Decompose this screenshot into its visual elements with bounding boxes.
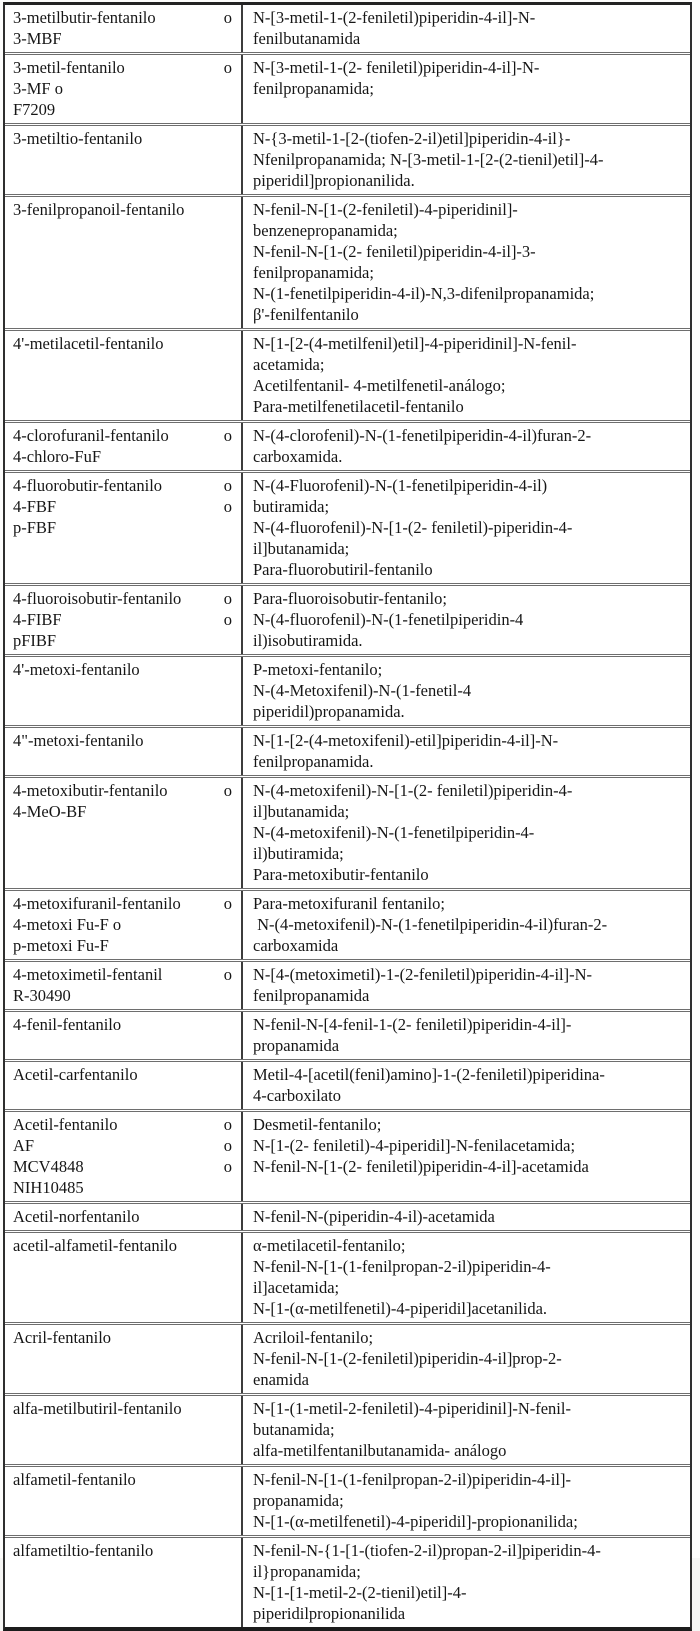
synonym-line: N-[1-[1-metil-2-(2-tienil)etil]-4- [253, 1583, 467, 1602]
synonyms-cell [243, 1396, 690, 1464]
analog-name-text: p-FBF [13, 518, 57, 537]
or-separator: o [223, 8, 232, 27]
analog-name-text: 3-MF o [13, 79, 63, 98]
analog-name-cell [5, 1112, 243, 1201]
or-separator: o [223, 476, 232, 495]
synonym-line: piperidil]propionanilida. [253, 171, 415, 190]
table-row [5, 959, 690, 1009]
analog-name-line [13, 609, 236, 630]
synonym-line: N-[1-(1-metil-2-feniletil)-4-piperidinil]-N-fenil- [253, 1399, 571, 1418]
synonym-line: N-fenil-N-[4-fenil-1-(2- feniletil)piperidin-4-il]- [253, 1015, 572, 1034]
synonym-line: Para-metoxifuranil fentanilo; [253, 894, 445, 913]
table-row [5, 654, 690, 725]
analog-name-text: 3-metilbutir-fentanilo [13, 8, 156, 27]
analog-name-cell [5, 1012, 243, 1059]
synonyms-cell [243, 197, 690, 328]
analog-name-line [13, 730, 236, 751]
analog-name-cell [5, 331, 243, 420]
analog-name-text: AF [13, 1136, 35, 1155]
synonyms-cell [243, 962, 690, 1009]
analog-name-line [13, 78, 236, 99]
synonym-line: il]acetamida; [253, 1278, 340, 1297]
synonym-line: N-fenil-N-(piperidin-4-il)-acetamida [253, 1207, 495, 1226]
synonyms-cell [243, 331, 690, 420]
analog-name-text: 3-metiltio-fentanilo [13, 129, 143, 148]
or-separator: o [223, 965, 232, 984]
synonyms-cell [243, 1233, 690, 1322]
table-row [5, 888, 690, 959]
analog-name-line [13, 1177, 236, 1198]
synonyms-cell [243, 423, 690, 470]
analog-name-line [13, 630, 236, 651]
synonym-line: il}propanamida; [253, 1562, 361, 1581]
synonym-line: N-[1-(2- feniletil)-4-piperidil]-N-fenilacetamida; [253, 1136, 576, 1155]
table-row [5, 1201, 690, 1230]
synonyms-cell [243, 5, 690, 52]
analog-name-text: alfa-metilbutiril-fentanilo [13, 1399, 182, 1418]
table-row [5, 194, 690, 328]
analog-name-cell [5, 1062, 243, 1109]
synonym-line: propanamida [253, 1036, 340, 1055]
synonyms-cell [243, 778, 690, 888]
synonym-line: N-(4-Metoxifenil)-N-(1-fenetil-4 [253, 681, 472, 700]
synonym-line: N-fenil-N-[1-(2- feniletil)piperidin-4-il]-3- [253, 242, 536, 261]
synonym-line: N-fenil-N-[1-(2-feniletil)-4-piperidinil]- [253, 200, 518, 219]
or-separator: o [223, 497, 232, 516]
analog-name-text: Acetil-carfentanilo [13, 1065, 138, 1084]
synonym-line: N-(4-metoxifenil)-N-(1-fenetilpiperidin-4- [253, 823, 535, 842]
synonym-line: propanamida; [253, 1491, 344, 1510]
analog-name-cell [5, 1233, 243, 1322]
analog-name-line [13, 1469, 236, 1490]
analog-name-text: MCV4848 [13, 1157, 84, 1176]
synonym-line: N-(4-metoxifenil)-N-[1-(2- feniletil)piperidin-4- [253, 781, 573, 800]
synonym-line: benzenepropanamida; [253, 221, 398, 240]
analog-name-text: 4-MeO-BF [13, 802, 87, 821]
table-row [5, 1059, 690, 1109]
synonym-line: Acriloil-fentanilo; [253, 1328, 374, 1347]
synonym-line: N-[3-metil-1-(2-feniletil)piperidin-4-il]-N- [253, 8, 536, 27]
synonym-line: Para-metilfenetilacetil-fentanilo [253, 397, 464, 416]
table-row [5, 1109, 690, 1201]
table-row [5, 1322, 690, 1393]
synonym-line: N-[3-metil-1-(2- feniletil)piperidin-4-il]-N- [253, 58, 540, 77]
analog-name-cell [5, 1204, 243, 1230]
table-row [5, 5, 690, 52]
analog-name-text: 3-MBF [13, 29, 62, 48]
analog-name-cell [5, 1396, 243, 1464]
synonym-line: Para-fluoroisobutir-fentanilo; [253, 589, 447, 608]
table-row [5, 1230, 690, 1322]
analog-name-text: 4-metoxi Fu-F o [13, 915, 122, 934]
analog-name-text: alfametil-fentanilo [13, 1470, 136, 1489]
synonym-line: N-(4-clorofenil)-N-(1-fenetilpiperidin-4-il)furan-2- [253, 426, 592, 445]
synonym-line: fenilpropanamida [253, 986, 370, 1005]
synonym-line: β'-fenilfentanilo [253, 305, 359, 324]
synonym-line: il)butiramida; [253, 844, 344, 863]
analog-name-text: 4-metoxibutir-fentanilo [13, 781, 168, 800]
analog-name-text: 4-clorofuranil-fentanilo [13, 426, 169, 445]
table-row [5, 328, 690, 420]
synonym-line: P-metoxi-fentanilo; [253, 660, 383, 679]
table-row [5, 1009, 690, 1059]
table-row [5, 1464, 690, 1535]
analog-name-text: 4-metoximetil-fentanil [13, 965, 163, 984]
analog-name-line [13, 496, 236, 517]
table-row [5, 725, 690, 775]
synonym-line: Para-metoxibutir-fentanilo [253, 865, 429, 884]
synonym-line: N-[1-(α-metilfenetil)-4-piperidil]acetanilida. [253, 1299, 548, 1318]
analog-name-text: pFIBF [13, 631, 57, 650]
synonym-line: il]butanamida; [253, 802, 350, 821]
analog-name-text: R-30490 [13, 986, 71, 1005]
table-row [5, 1535, 690, 1627]
synonym-line: Desmetil-fentanilo; [253, 1115, 382, 1134]
analog-name-cell [5, 197, 243, 328]
analog-name-line [13, 128, 236, 149]
analog-name-text: alfametiltio-fentanilo [13, 1541, 154, 1560]
analog-name-line [13, 517, 236, 538]
analog-name-line [13, 893, 236, 914]
synonyms-cell [243, 657, 690, 725]
synonym-line: carboxamida. [253, 447, 343, 466]
synonym-line: acetamida; [253, 355, 325, 374]
analog-name-line [13, 914, 236, 935]
synonym-line: N-{3-metil-1-[2-(tiofen-2-il)etil]piperidin-4-il}- [253, 129, 571, 148]
or-separator: o [223, 1136, 232, 1155]
analog-name-line [13, 964, 236, 985]
analog-name-text: 4-metoxifuranil-fentanilo [13, 894, 181, 913]
analog-name-cell [5, 126, 243, 194]
analog-name-text: 4'-metoxi-fentanilo [13, 660, 140, 679]
analog-name-line [13, 57, 236, 78]
or-separator: o [223, 426, 232, 445]
synonym-line: fenilpropanamida; [253, 79, 374, 98]
or-separator: o [223, 610, 232, 629]
synonym-line: 4-carboxilato [253, 1086, 341, 1105]
analog-name-cell [5, 778, 243, 888]
synonyms-cell [243, 728, 690, 775]
analog-name-line [13, 935, 236, 956]
analog-name-text: acetil-alfametil-fentanilo [13, 1236, 177, 1255]
analog-name-text: 3-metil-fentanilo [13, 58, 125, 77]
synonyms-cell [243, 586, 690, 654]
analog-name-text: 4-FIBF [13, 610, 62, 629]
synonym-line: N-[1-(α-metilfenetil)-4-piperidil]-propionanilida; [253, 1512, 578, 1531]
analog-name-line [13, 1327, 236, 1348]
synonyms-cell [243, 891, 690, 959]
analog-name-cell [5, 728, 243, 775]
analog-name-line [13, 333, 236, 354]
table-row [5, 583, 690, 654]
or-separator: o [223, 589, 232, 608]
table-row [5, 52, 690, 123]
analog-name-cell [5, 891, 243, 959]
synonym-line: Nfenilpropanamida; N-[3-metil-1-[2-(2-tienil)etil]-4- [253, 150, 604, 169]
analog-name-line [13, 801, 236, 822]
analog-name-line [13, 1156, 236, 1177]
analog-name-text: 4'-metilacetil-fentanilo [13, 334, 164, 353]
synonyms-cell [243, 1325, 690, 1393]
synonym-line: fenilpropanamida. [253, 752, 374, 771]
table-row [5, 123, 690, 194]
analog-name-line [13, 659, 236, 680]
synonyms-cell [243, 126, 690, 194]
synonym-line: butiramida; [253, 497, 330, 516]
synonyms-cell [243, 1062, 690, 1109]
analog-name-cell [5, 657, 243, 725]
analog-name-text: Acetil-fentanilo [13, 1115, 118, 1134]
synonym-line: N-[4-(metoximetil)-1-(2-feniletil)piperidin-4-il]-N- [253, 965, 593, 984]
synonyms-cell [243, 1012, 690, 1059]
analog-name-cell [5, 962, 243, 1009]
synonym-line: fenilpropanamida; [253, 263, 374, 282]
synonym-line: butanamida; [253, 1420, 335, 1439]
or-separator: o [223, 1157, 232, 1176]
analog-name-line [13, 1135, 236, 1156]
analog-name-line [13, 446, 236, 467]
synonyms-cell [243, 1204, 690, 1230]
synonyms-cell [243, 473, 690, 583]
analog-name-cell [5, 473, 243, 583]
synonyms-cell [243, 1467, 690, 1535]
or-separator: o [223, 781, 232, 800]
analog-name-line [13, 1206, 236, 1227]
synonym-line: N-[1-[2-(4-metoxifenil)-etil]piperidin-4-il]-N- [253, 731, 559, 750]
analog-name-cell [5, 55, 243, 123]
synonym-line: fenilbutanamida [253, 29, 361, 48]
synonym-line: Metil-4-[acetil(fenil)amino]-1-(2-feniletil)piperidina- [253, 1065, 605, 1084]
synonym-line: N-fenil-N-[1-(1-fenilpropan-2-il)piperidin-4- [253, 1257, 551, 1276]
analog-name-cell [5, 1467, 243, 1535]
analog-name-line [13, 28, 236, 49]
analog-name-cell [5, 5, 243, 52]
analog-name-cell [5, 1538, 243, 1627]
or-separator: o [223, 1115, 232, 1134]
analog-name-text: 4-fluorobutir-fentanilo [13, 476, 163, 495]
analog-name-line [13, 1114, 236, 1135]
synonym-line: carboxamida [253, 936, 339, 955]
synonym-line: N-[1-[2-(4-metilfenil)etil]-4-piperidinil]-N-fenil- [253, 334, 577, 353]
analog-name-line [13, 1014, 236, 1035]
or-separator: o [223, 58, 232, 77]
synonym-line: N-(4-fluorofenil)-N-(1-fenetilpiperidin-4 [253, 610, 524, 629]
analog-name-text: Acril-fentanilo [13, 1328, 112, 1347]
synonyms-cell [243, 1538, 690, 1627]
synonym-line: Acetilfentanil- 4-metilfenetil-análogo; [253, 376, 506, 395]
analog-name-line [13, 1064, 236, 1085]
synonym-line: Para-fluorobutiril-fentanilo [253, 560, 433, 579]
analog-name-line [13, 7, 236, 28]
synonym-line: N-(4-fluorofenil)-N-[1-(2- feniletil)-piperidin-4- [253, 518, 573, 537]
synonym-line: il)isobutiramida. [253, 631, 363, 650]
synonym-line: il]butanamida; [253, 539, 350, 558]
analog-name-text: NIH10485 [13, 1178, 84, 1197]
table-row [5, 775, 690, 888]
synonym-line: piperidil)propanamida. [253, 702, 405, 721]
synonym-line: alfa-metilfentanilbutanamida- análogo [253, 1441, 507, 1460]
analog-name-text: p-metoxi Fu-F [13, 936, 109, 955]
analog-name-line [13, 588, 236, 609]
analog-name-text: 4-fenil-fentanilo [13, 1015, 122, 1034]
analog-name-line [13, 199, 236, 220]
or-separator: o [223, 894, 232, 913]
analog-table [3, 2, 692, 1631]
synonym-line: α-metilacetil-fentanilo; [253, 1236, 406, 1255]
synonym-line: piperidilpropionanilida [253, 1604, 406, 1623]
analog-name-line [13, 1398, 236, 1419]
synonym-line: N-fenil-N-[1-(2- feniletil)piperidin-4-il]-acetamida [253, 1157, 589, 1176]
analog-name-cell [5, 423, 243, 470]
analog-name-line [13, 985, 236, 1006]
synonym-line: N-(4-Fluorofenil)-N-(1-fenetilpiperidin-4-il) [253, 476, 548, 495]
synonym-line: N-(1-fenetilpiperidin-4-il)-N,3-difenilpropanamida; [253, 284, 595, 303]
analog-name-text: 4"-metoxi-fentanilo [13, 731, 144, 750]
synonym-line: N-(4-metoxifenil)-N-(1-fenetilpiperidin-4-il)furan-2- [253, 915, 608, 934]
analog-name-cell [5, 586, 243, 654]
synonyms-cell [243, 55, 690, 123]
synonyms-cell [243, 1112, 690, 1201]
synonym-line: enamida [253, 1370, 309, 1389]
analog-name-text: F7209 [13, 100, 56, 119]
analog-name-text: 4-chloro-FuF [13, 447, 101, 466]
table-row [5, 420, 690, 470]
analog-name-line [13, 425, 236, 446]
synonym-line: N-fenil-N-[1-(2-feniletil)piperidin-4-il]prop-2- [253, 1349, 562, 1368]
analog-name-text: 4-fluoroisobutir-fentanilo [13, 589, 182, 608]
analog-name-line [13, 780, 236, 801]
analog-name-line [13, 475, 236, 496]
table-row [5, 470, 690, 583]
analog-name-cell [5, 1325, 243, 1393]
analog-name-line [13, 99, 236, 120]
analog-name-text: 3-fenilpropanoil-fentanilo [13, 200, 185, 219]
table-row [5, 1393, 690, 1464]
analog-name-text: Acetil-norfentanilo [13, 1207, 140, 1226]
analog-name-text: 4-FBF [13, 497, 57, 516]
analog-name-line [13, 1235, 236, 1256]
synonym-line: N-fenil-N-{1-[1-(tiofen-2-il)propan-2-il]piperidin-4- [253, 1541, 601, 1560]
synonym-line: N-fenil-N-[1-(1-fenilpropan-2-il)piperidin-4-il]- [253, 1470, 571, 1489]
